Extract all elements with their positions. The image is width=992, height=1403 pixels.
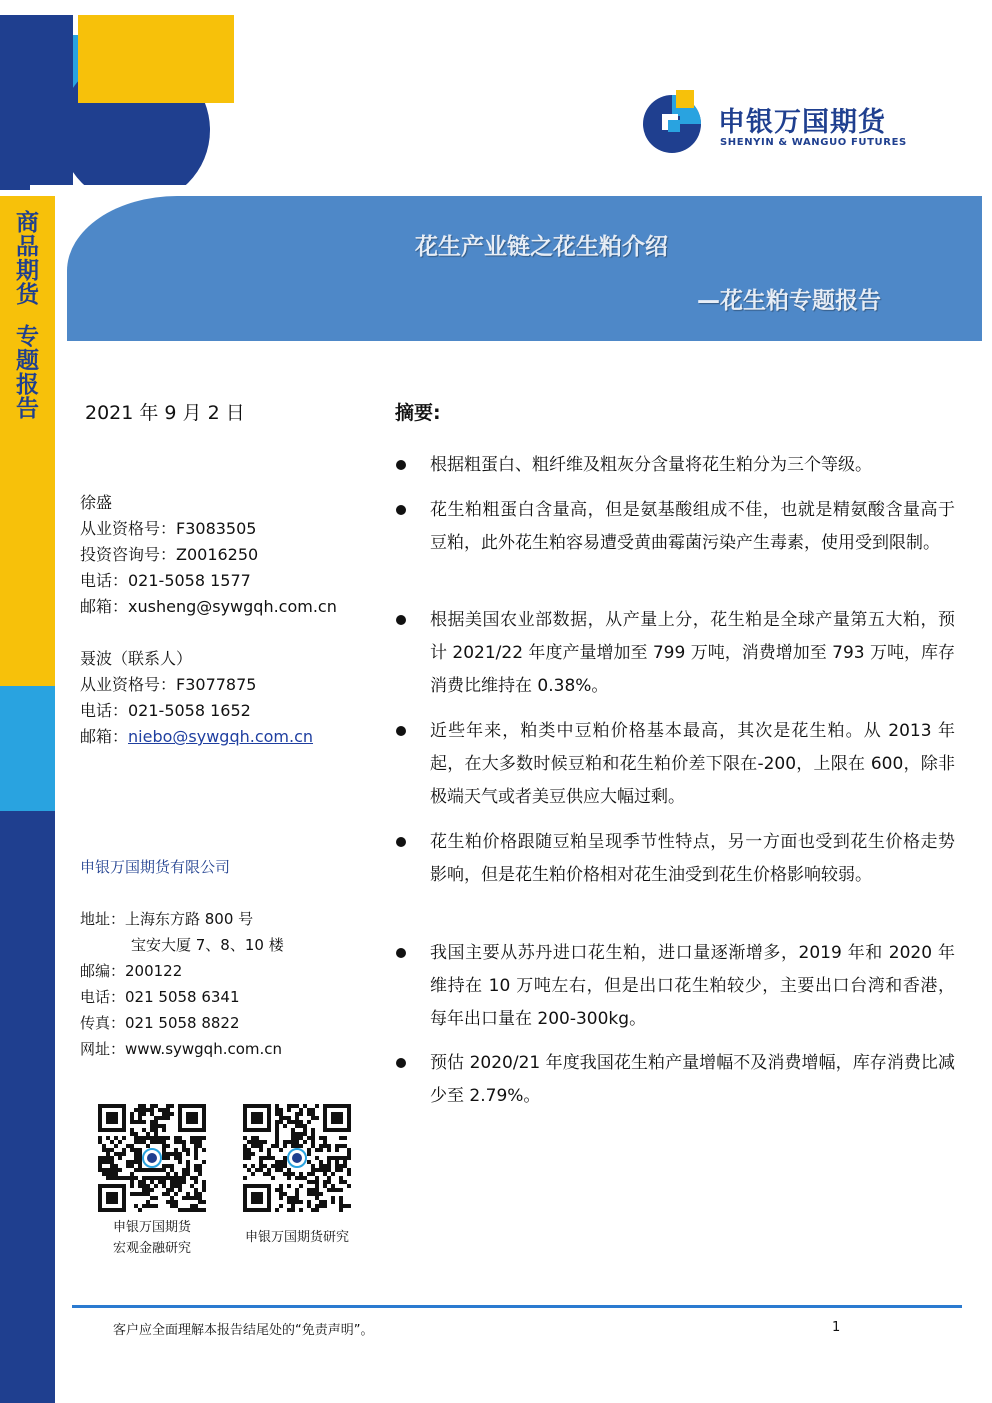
side-label-type: 专题报告 — [12, 324, 38, 420]
side-strip-navy — [0, 811, 55, 1403]
side-strip-cyan — [0, 686, 55, 811]
email-label: 邮箱： — [80, 727, 129, 746]
qr-code-futures-research — [235, 1103, 359, 1213]
abstract-bullet: 近些年来，粕类中豆粕价格基本最高，其次是花生粕。从 2013 年起，在大多数时候豆粕和花生粕价差下限在-200，上限在 600，除非极端天气或者美豆供应大幅过剩。 — [430, 721, 955, 807]
logo-mark-icon — [640, 90, 704, 154]
qr-caption-line2: 宏观金融研究 — [112, 1241, 191, 1256]
analyst-name: 徐盛 — [80, 493, 113, 512]
contact-cert-number: 从业资格号：F3077875 — [80, 675, 257, 694]
bullet-dot-icon — [396, 460, 406, 470]
abstract-bullet: 预估 2020/21 年度我国花生粕产量增幅不及消费增幅，库存消费比减少至 2.79%。 — [430, 1053, 955, 1106]
report-subtitle: —花生粕专题报告 — [697, 288, 881, 314]
company-fax: 传真：021 5058 8822 — [80, 1014, 240, 1032]
abstract-bullet: 花生粕价格跟随豆粕呈现季节性特点，另一方面也受到花生价格走势影响，但是花生粕价格相对花生油受到花生价格影响较弱。 — [430, 832, 955, 885]
contact-phone: 电话：021-5058 1652 — [80, 701, 251, 720]
qr-caption-line1: 申银万国期货研究 — [244, 1230, 349, 1245]
bullet-dot-icon — [396, 615, 406, 625]
bullet-dot-icon — [396, 726, 406, 736]
contact-name: 聂波（联系人） — [80, 649, 193, 668]
analyst-email: xusheng@sywgqh.com.cn — [128, 597, 337, 616]
report-date: 2021 年 9 月 2 日 — [85, 402, 245, 424]
bullet-dot-icon — [396, 505, 406, 515]
company-postcode: 邮编：200122 — [80, 962, 183, 980]
contact-email-link[interactable]: niebo@sywgqh.com.cn — [128, 727, 314, 746]
abstract-bullet: 根据美国农业部数据，从产量上分，花生粕是全球产量第五大粕，预计 2021/22 年度产量增加至 799 万吨，消费增加至 793 万吨，库存消费比维持在 0.38%。 — [430, 610, 955, 696]
company-address-line2: 宝安大厦 7、8、10 楼 — [131, 936, 284, 954]
corner-decor-yellow — [78, 15, 234, 103]
email-label: 邮箱： — [80, 597, 129, 616]
logo-name-cn: 申银万国期货 — [718, 107, 886, 138]
report-title: 花生产业链之花生粕介绍 — [415, 234, 668, 260]
abstract-bullet: 根据粗蛋白、粗纤维及粗灰分含量将花生粕分为三个等级。 — [430, 455, 872, 475]
abstract-bullet: 花生粕粗蛋白含量高，但是氨基酸组成不佳，也就是精氨酸含量高于豆粕，此外花生粕容易遭受黄曲霉菌污染产生毒素，使用受到限制。 — [430, 500, 955, 553]
analyst-cert-number: 从业资格号：F3083505 — [80, 519, 257, 538]
abstract-bullet: 我国主要从苏丹进口花生粕，进口量逐渐增多，2019 年和 2020 年维持在 10 万吨左右，但是出口花生粕较少，主要出口台湾和香港，每年出口量在 200-300kg。 — [430, 943, 955, 1029]
footer-disclaimer-note: 客户应全面理解本报告结尾处的“免责声明”。 — [113, 1323, 374, 1338]
abstract-title: 摘要: — [395, 402, 441, 424]
qr-caption-macro — [90, 1217, 214, 1259]
company-website: 网址：www.sywgqh.com.cn — [80, 1040, 283, 1058]
contact-email-row — [80, 728, 313, 746]
company-name: 申银万国期货有限公司 — [80, 858, 231, 876]
company-logo — [640, 90, 920, 160]
logo-name-en: SHENYIN & WANGUO FUTURES — [720, 137, 907, 148]
qr-caption-line1: 申银万国期货 — [112, 1220, 191, 1235]
side-label — [14, 210, 42, 420]
footer-divider — [72, 1305, 962, 1308]
page-number: 1 — [832, 1320, 841, 1335]
qr-caption-futures — [225, 1227, 369, 1248]
analyst-email-row — [80, 598, 337, 616]
company-address: 地址：上海东方路 800 号 — [80, 910, 254, 928]
title-banner — [67, 196, 982, 341]
bullet-dot-icon — [396, 948, 406, 958]
side-label-category: 商品期货 — [12, 210, 38, 306]
corner-decor-navy — [0, 15, 73, 190]
analyst-consult-number: 投资咨询号：Z0016250 — [80, 545, 259, 564]
bullet-dot-icon — [396, 1058, 406, 1068]
company-phone: 电话：021 5058 6341 — [80, 988, 240, 1006]
bullet-dot-icon — [396, 837, 406, 847]
analyst-phone: 电话：021-5058 1577 — [80, 571, 251, 590]
qr-code-macro-research — [90, 1103, 214, 1213]
